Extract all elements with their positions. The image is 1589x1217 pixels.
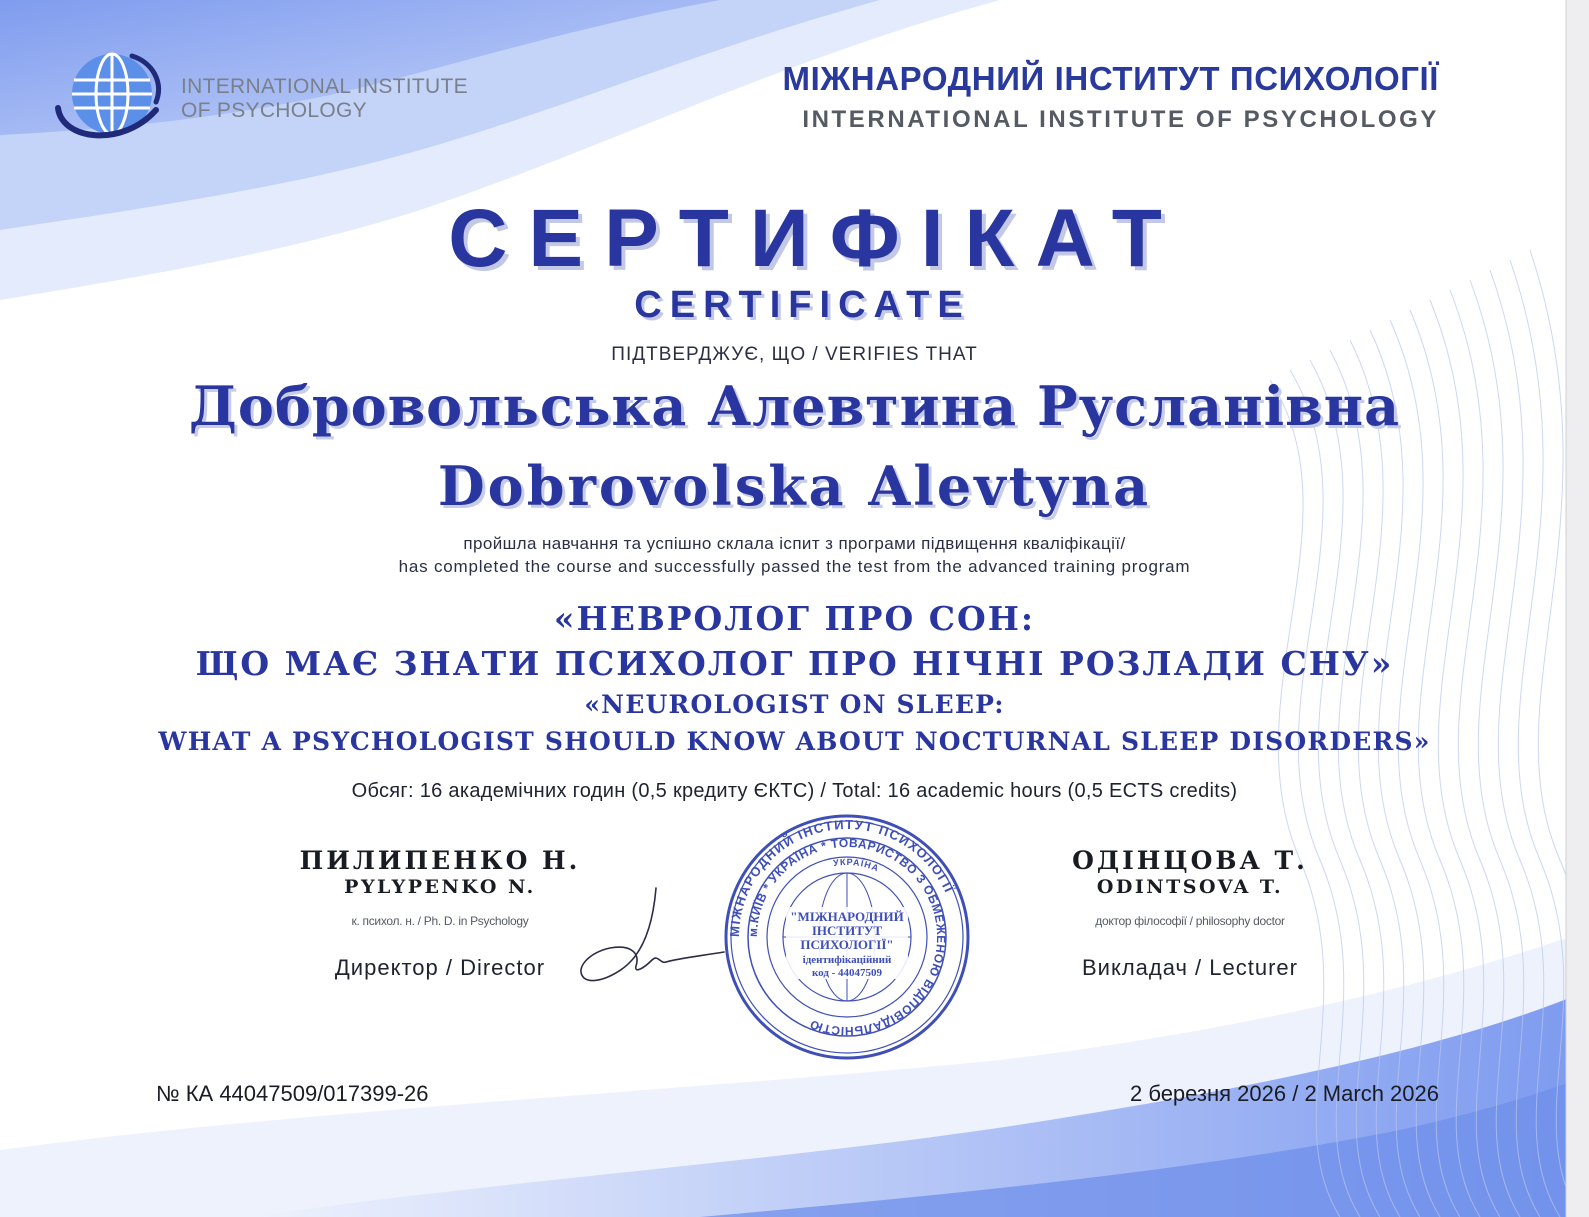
certificate-title-ua: СЕРТИФІКАТ [448,193,1183,284]
stamp-inner-text: УКРАЇНА [832,856,881,874]
stamp-center-line3: ПСИХОЛОГІЇ" [800,937,894,952]
institute-name-ua: МІЖНАРОДНИЙ ІНСТИТУТ ПСИХОЛОГІЇ [782,60,1439,97]
stamp-center-line1: "МІЖНАРОДНИЙ [790,909,904,924]
logo-text-line1: INTERNATIONAL INSTITUTE [181,75,468,98]
certificate-number: № КА 44047509/017399-26 [156,1081,429,1106]
logo-text-line2: OF PSYCHOLOGY [181,99,367,122]
stamp-middle-text: м.КИЇВ * УКРАЇНА * ТОВАРИСТВО З ОБМЕЖЕНОЮ ВІДПОВІДАЛЬНІСТЮ [745,835,949,1039]
svg-text:УКРАЇНА [832,857,880,874]
course-title-ua-line1: «НЕВРОЛОГ ПРО СОН: [553,599,1036,638]
course-title-en-line1: «NEUROLOGIST ON SLEEP: [584,690,1005,719]
lecturer-degree: доктор філософії / philosophy doctor [1095,914,1285,928]
course-title-en-line2: WHAT A PSYCHOLOGIST SHOULD KNOW ABOUT NOCTURNAL SLEEP DISORDERS» [158,727,1431,756]
director-name-en: PYLYPENKO N. [344,876,536,898]
director-role: Директор / Director [334,955,546,980]
stamp-center-line4: ідентифікаційний [802,954,892,966]
completion-text-en: has completed the course and successfully passed the test from the advanced training program [398,557,1191,576]
institute-stamp-seal [722,812,972,1062]
certificate-title-en: CERTIFICATE [634,284,971,326]
recipient-name-ua: Добровольська Алевтина Русланівна [188,374,1401,438]
verifies-text: ПІДТВЕРДЖУЄ, ЩО / VERIFIES THAT [611,344,978,365]
director-degree: к. психол. н. / Ph. D. in Psychology [351,914,529,928]
course-hours: Обсяг: 16 академічних годин (0,5 кредиту ЄКТС) / Total: 16 academic hours (0,5 ECTS credits) [351,780,1238,802]
course-title-ua-line2: ЩО МАЄ ЗНАТИ ПСИХОЛОГ ПРО НІЧНІ РОЗЛАДИ СНУ» [195,644,1394,683]
stamp-outer-text: МІЖНАРОДНИЙ ІНСТИТУТ ПСИХОЛОГІЇ [726,816,958,938]
lecturer-role: Викладач / Lecturer [1081,955,1298,980]
globe-logo-icon [52,48,164,146]
completion-text-ua: пройшла навчання та успішно склала іспит з програми підвищення кваліфікації/ [463,534,1126,553]
institute-name-en: INTERNATIONAL INSTITUTE OF PSYCHOLOGY [802,106,1439,133]
recipient-name-en: Dobrovolska Alevtyna [437,454,1152,518]
certificate-date: 2 березня 2026 / 2 March 2026 [1130,1081,1439,1106]
lecturer-name-ua: ОДІНЦОВА Т. [1072,846,1308,875]
stamp-center-line5: код - 44047509 [811,967,883,979]
director-name-ua: ПИЛИПЕНКО Н. [299,846,581,875]
lecturer-name-en: ODINTSOVA T. [1096,876,1284,898]
stamp-center-line2: ІНСТИТУТ [811,923,883,938]
director-signature [570,882,730,992]
